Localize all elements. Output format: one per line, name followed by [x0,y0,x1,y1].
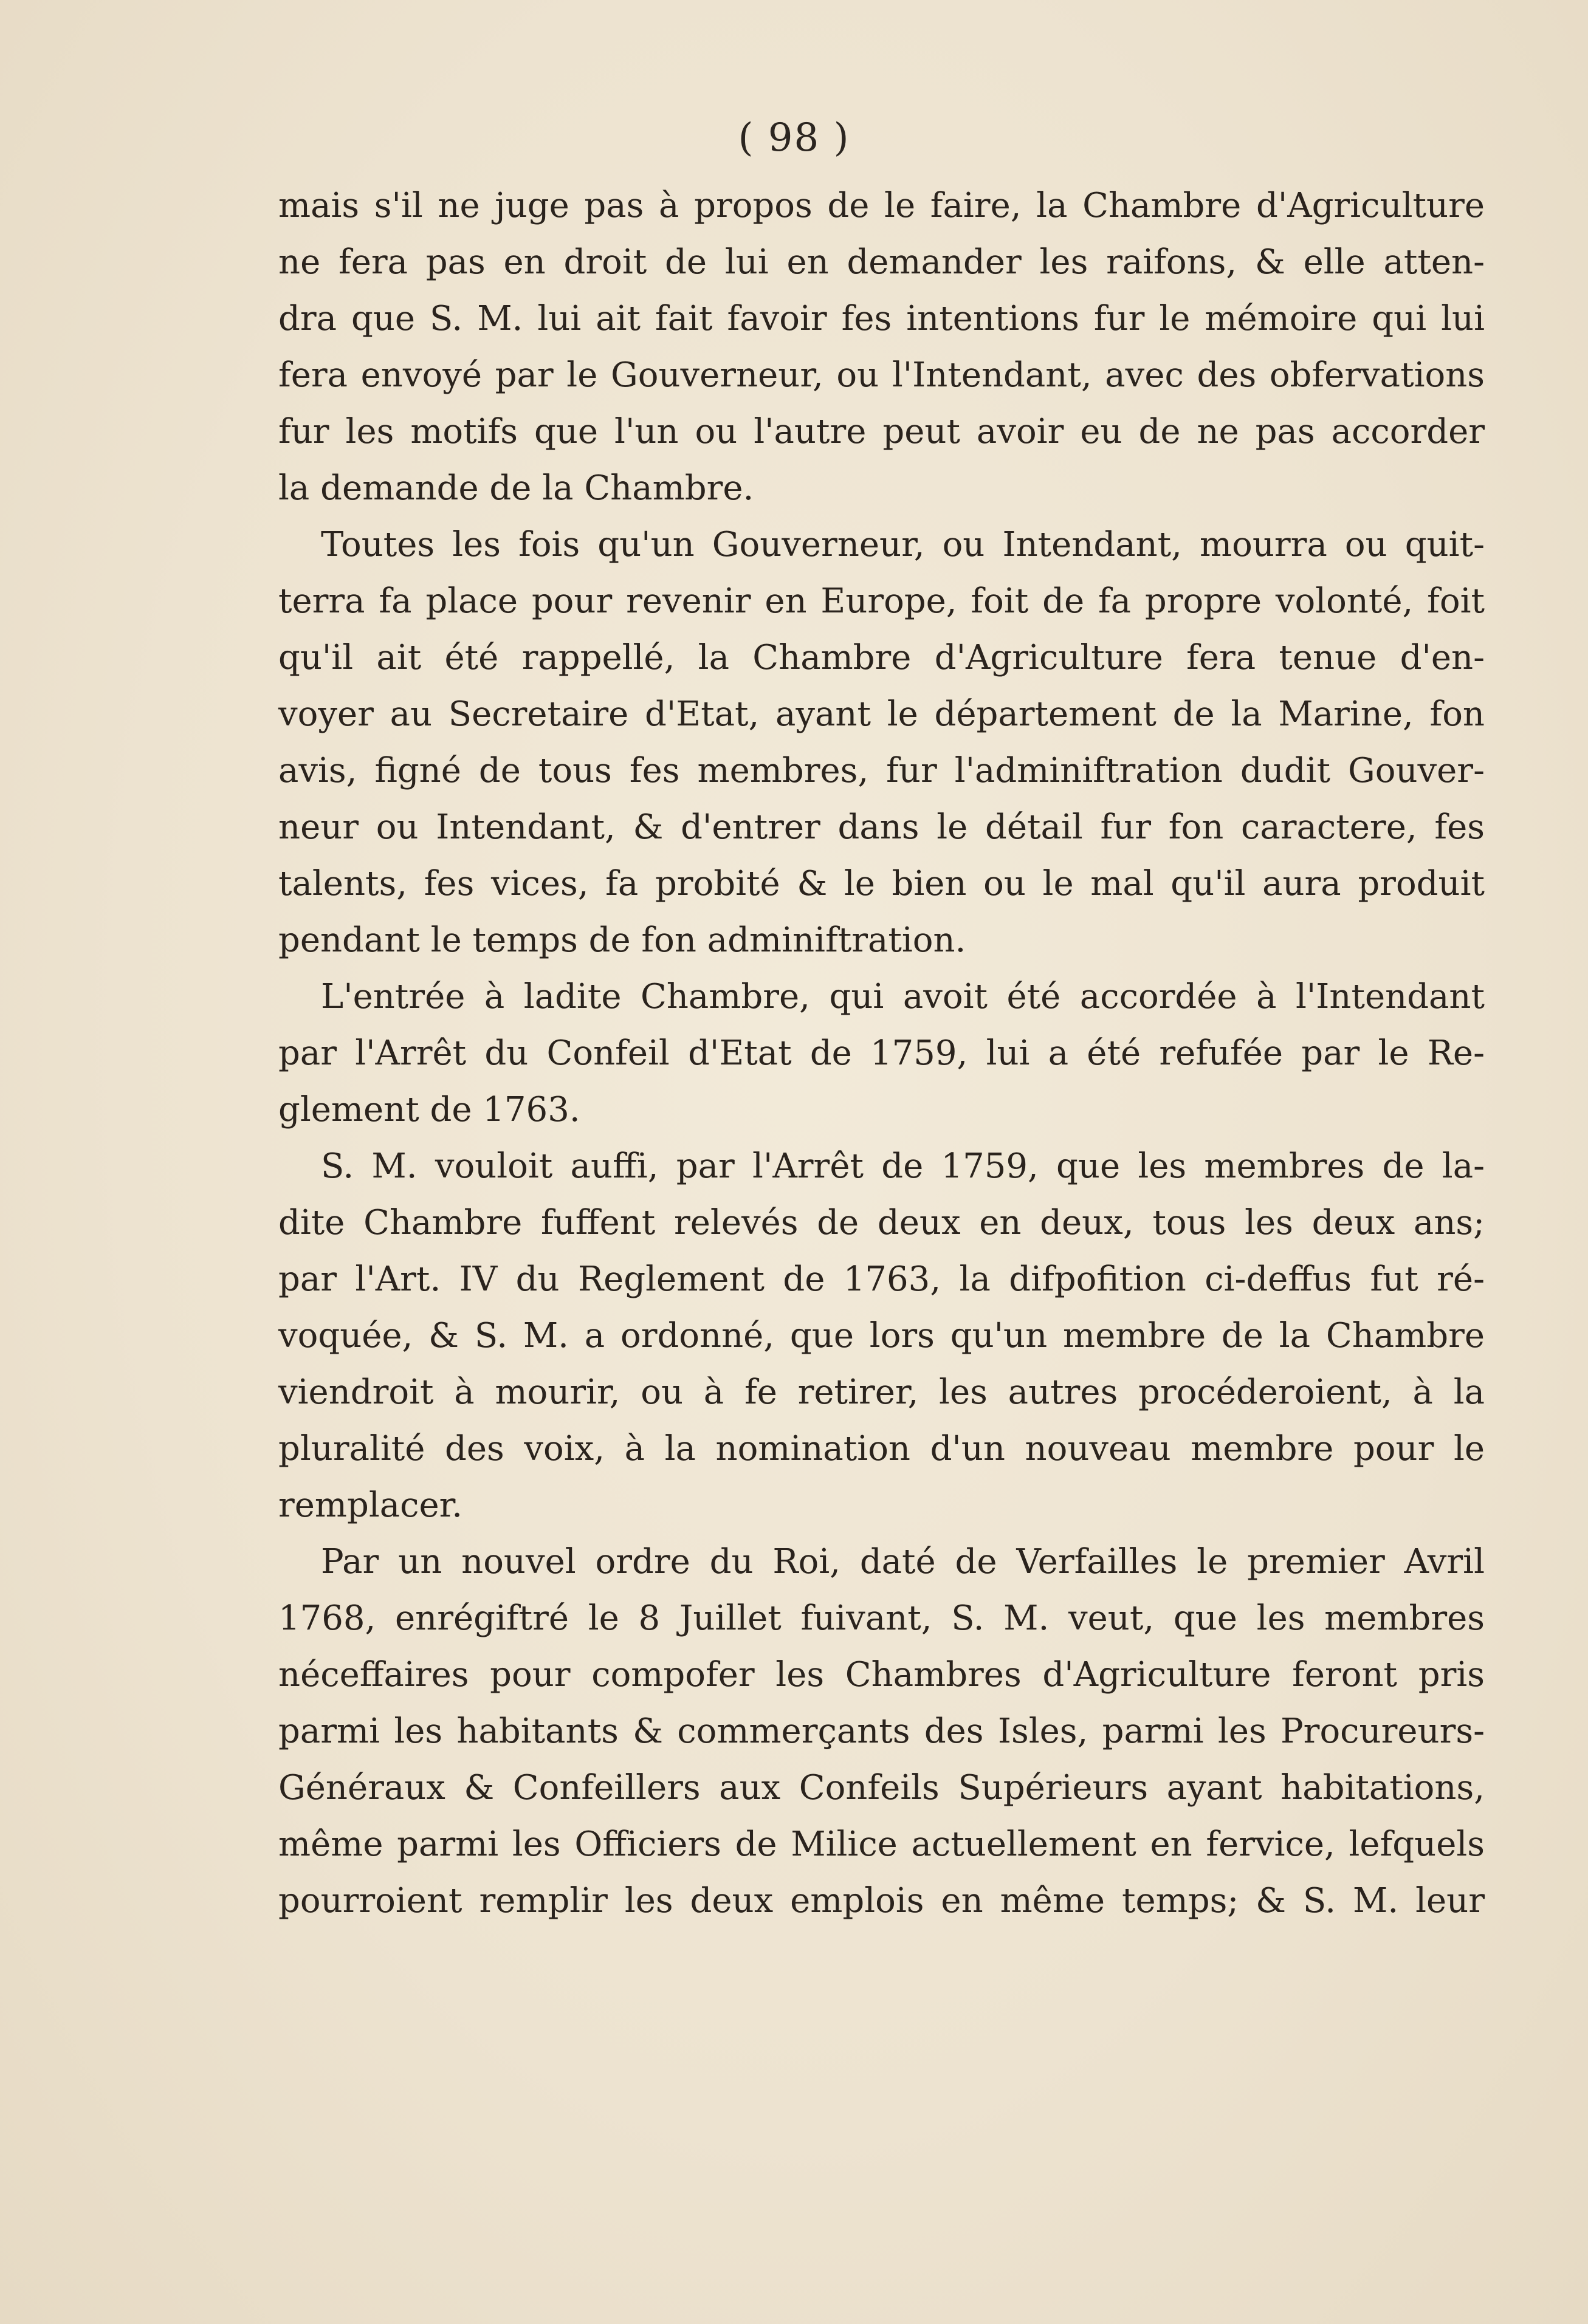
text-line: dra que S. M. lui ait fait favoir fes intentions fur le mémoire qui lui [278,299,1485,338]
text-line: par l'Arrêt du Confeil d'Etat de 1759, lui a été refufée par le Re- [278,1033,1485,1073]
text-line: fera envoyé par le Gouverneur, ou l'Intendant, avec des obfervations [278,355,1485,395]
text-line: terra fa place pour revenir en Europe, foit de fa propre volonté, foit [278,581,1485,621]
body-text [278,177,1485,1929]
text-line: pourroient remplir les deux emplois en même temps; & S. M. leur [278,1881,1485,1921]
page-number: ( 98 ) [738,115,850,160]
text-line: pluralité des voix, à la nomination d'un nouveau membre pour le [278,1429,1485,1469]
text-line: neur ou Intendant, & d'entrer dans le détail fur fon caractere, fes [278,807,1485,847]
text-line: viendroit à mourir, ou à fe retirer, les autres procéderoient, à la [278,1373,1485,1412]
text-line: glement de 1763. [278,1090,580,1129]
text-line: talents, fes vices, fa probité & le bien ou le mal qu'il aura produit [278,864,1485,903]
text-line: Toutes les fois qu'un Gouverneur, ou Intendant, mourra ou quit- [321,525,1485,564]
text-line: qu'il ait été rappellé, la Chambre d'Agriculture fera tenue d'en- [278,638,1485,677]
text-line: L'entrée à ladite Chambre, qui avoit été accordée à l'Intendant [321,977,1485,1016]
text-line: pendant le temps de fon adminiftration. [278,920,966,960]
text-line: voyer au Secretaire d'Etat, ayant le département de la Marine, fon [278,694,1485,734]
text-line: Généraux & Confeillers aux Confeils Supérieurs ayant habitations, [278,1768,1485,1808]
text-line: 1768, enrégiftré le 8 Juillet fuivant, S. M. veut, que les membres [278,1599,1485,1638]
text-line: voquée, & S. M. a ordonné, que lors qu'un membre de la Chambre [278,1316,1485,1356]
text-line: fur les motifs que l'un ou l'autre peut avoir eu de ne pas accorder [278,412,1485,451]
text-line: la demande de la Chambre. [278,468,754,508]
text-line: avis, figné de tous fes membres, fur l'adminiftration dudit Gouver- [278,751,1485,790]
text-line: Par un nouvel ordre du Roi, daté de Verfailles le premier Avril [321,1542,1485,1582]
text-line: parmi les habitants & commerçants des Isles, parmi les Procureurs- [278,1712,1485,1751]
text-line: par l'Art. IV du Reglement de 1763, la difpofition ci-deffus fut ré- [278,1260,1485,1299]
text-line: remplacer. [278,1486,463,1525]
text-line: mais s'il ne juge pas à propos de le faire, la Chambre d'Agriculture [278,186,1485,225]
text-line: ne fera pas en droit de lui en demander les raifons, & elle atten- [278,242,1485,282]
text-line: dite Chambre fuffent relevés de deux en deux, tous les deux ans; [278,1203,1485,1243]
text-line: néceffaires pour compofer les Chambres d'Agriculture feront pris [278,1655,1485,1695]
text-line: S. M. vouloit auffi, par l'Arrêt de 1759, que les membres de la- [321,1147,1485,1186]
text-line: même parmi les Officiers de Milice actuellement en fervice, lefquels [278,1825,1485,1864]
